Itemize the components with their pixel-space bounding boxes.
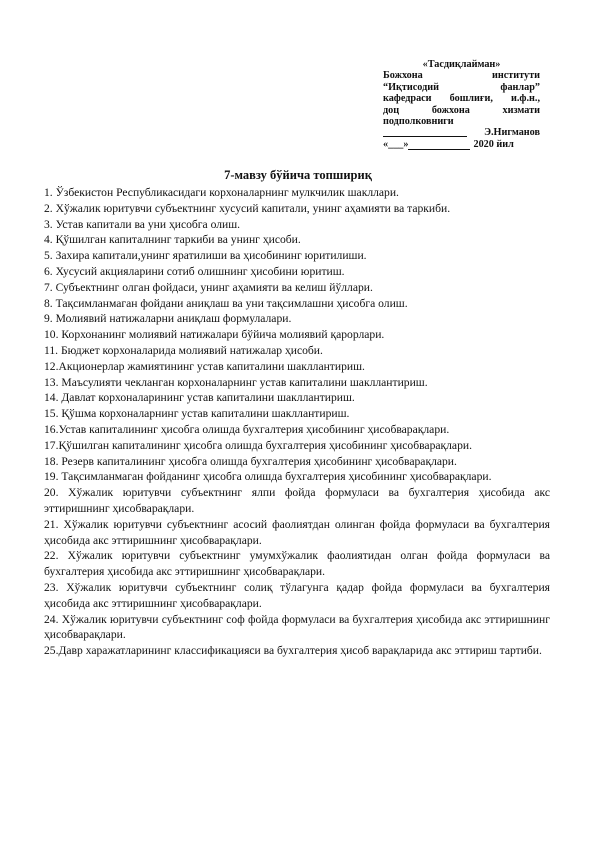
list-item: 22. Хўжалик юритувчи субъектнинг умумхўжалик фаолиятидан олган фойда формуласи ва бухгалтерия ҳисобида акс эттиришнинг ҳисобварақлари. — [44, 549, 550, 579]
list-item: 10. Корхонанинг молиявий натижалари бўйича молиявий қарорлари. — [44, 328, 385, 342]
signature-name: Э.Нигманов — [484, 127, 540, 139]
list-item: 12.Акционерлар жамиятининг устав капиталини шакллантириш. — [44, 359, 365, 373]
list-item: 3. Устав капитали ва уни ҳисобга олиш. — [44, 217, 241, 231]
list-item: 6. Хусусий акцияларини сотиб олишнинг ҳисобини юритиш. — [44, 264, 345, 278]
list-item: 8. Тақсимланмаган фойдани аниқлаш ва уни тақсимлашни ҳисобга олиш. — [44, 296, 408, 310]
list-item: 17.Қўшилган капиталининг ҳисобга олишда бухгалтерия ҳисобининг ҳисобварақлари. — [44, 438, 472, 452]
list-item: 2. Хўжалик юритувчи субъектнинг хусусий капитали, унинг аҳамияти ва таркиби. — [44, 201, 451, 215]
approval-line: подполковниги — [383, 116, 454, 128]
list-item: 15. Қўшма корхоналарнинг устав капиталини шакллантириш. — [44, 407, 350, 421]
list-item: 23. Хўжалик юритувчи субъектнинг солиқ тўлагунга қадар фойда формуласи ва бухгалтерия ҳисобида акс эттиришнинг ҳисобварақлари. — [44, 580, 550, 610]
list-item: 4. Қўшилган капиталнинг таркиби ва унинг ҳисоби. — [44, 233, 301, 247]
list-item: 5. Захира капитали,унинг яратилиши ва ҳисобининг юритилиши. — [44, 249, 367, 263]
approval-line: кафедраси бошлиғи, и.ф.н., — [383, 93, 540, 105]
approval-block — [383, 59, 540, 150]
approval-heading: «Тасдиқлайман» — [422, 59, 501, 70]
approval-line: доц божхона хизмати — [383, 104, 540, 116]
list-item: 7. Субъектнинг олган фойдаси, унинг аҳамияти ва келиш йўллари. — [44, 280, 373, 294]
date-row — [383, 139, 540, 150]
date-day: «___» — [383, 138, 409, 150]
list-item: 1. Ўзбекистон Республикасидаги корхоналарнинг мулкчилик шакллари. — [44, 186, 399, 199]
date-year: 2020 йил — [473, 138, 514, 150]
list-item: 21. Хўжалик юритувчи субъектнинг асосий фаолиятдан олинган фойда формуласи ва бухгалтерия ҳисобида акс эттиришнинг ҳисобварақлари. — [44, 517, 550, 547]
page-title: 7-мавзу бўйича топшириқ — [224, 168, 372, 182]
list-item: 11. Бюджет корхоналарида молиявий натижалар ҳисоби. — [44, 343, 323, 357]
list-item: 14. Давлат корхоналарининг устав капиталини шакллантириш. — [44, 391, 355, 405]
signature-line — [383, 127, 467, 137]
assignment-list — [44, 185, 550, 659]
approval-line: Божхона институти — [383, 70, 540, 82]
list-item: 19. Тақсимланмаган фойданинг ҳисобга олишда бухгалтерия ҳисобининг ҳисобварақлари. — [44, 470, 492, 484]
list-item: 18. Резерв капиталининг ҳисобга олишда бухгалтерия ҳисобининг ҳисобварақлари. — [44, 454, 457, 468]
list-item: 16.Устав капиталининг ҳисобга олишда бухгалтерия ҳисобининг ҳисобварақлари. — [44, 422, 450, 436]
list-item: 13. Маъсулияти чекланган корхоналарнинг устав капиталини шакллантириш. — [44, 375, 428, 389]
list-item: 20. Хўжалик юритувчи субъектнинг ялпи фойда формуласи ва бухгалтерия ҳисобида акс эттиришнинг ҳисобварақлари. — [44, 486, 550, 515]
list-item: 9. Молиявий натижаларни аниқлаш формулалари. — [44, 312, 292, 326]
date-month-line — [408, 140, 470, 150]
list-item: 25.Давр харажатларининг классификацияси ва бухгалтерия ҳисоб варақларида акс эттириш тартиби. — [44, 644, 542, 658]
list-item: 24. Хўжалик юритувчи субъектнинг соф фойда формуласи ва бухгалтерия ҳисобида акс эттиришнинг ҳисобварақлари. — [44, 612, 550, 642]
signature-row — [383, 127, 540, 138]
approval-line: “Иқтисодий фанлар” — [383, 81, 540, 93]
